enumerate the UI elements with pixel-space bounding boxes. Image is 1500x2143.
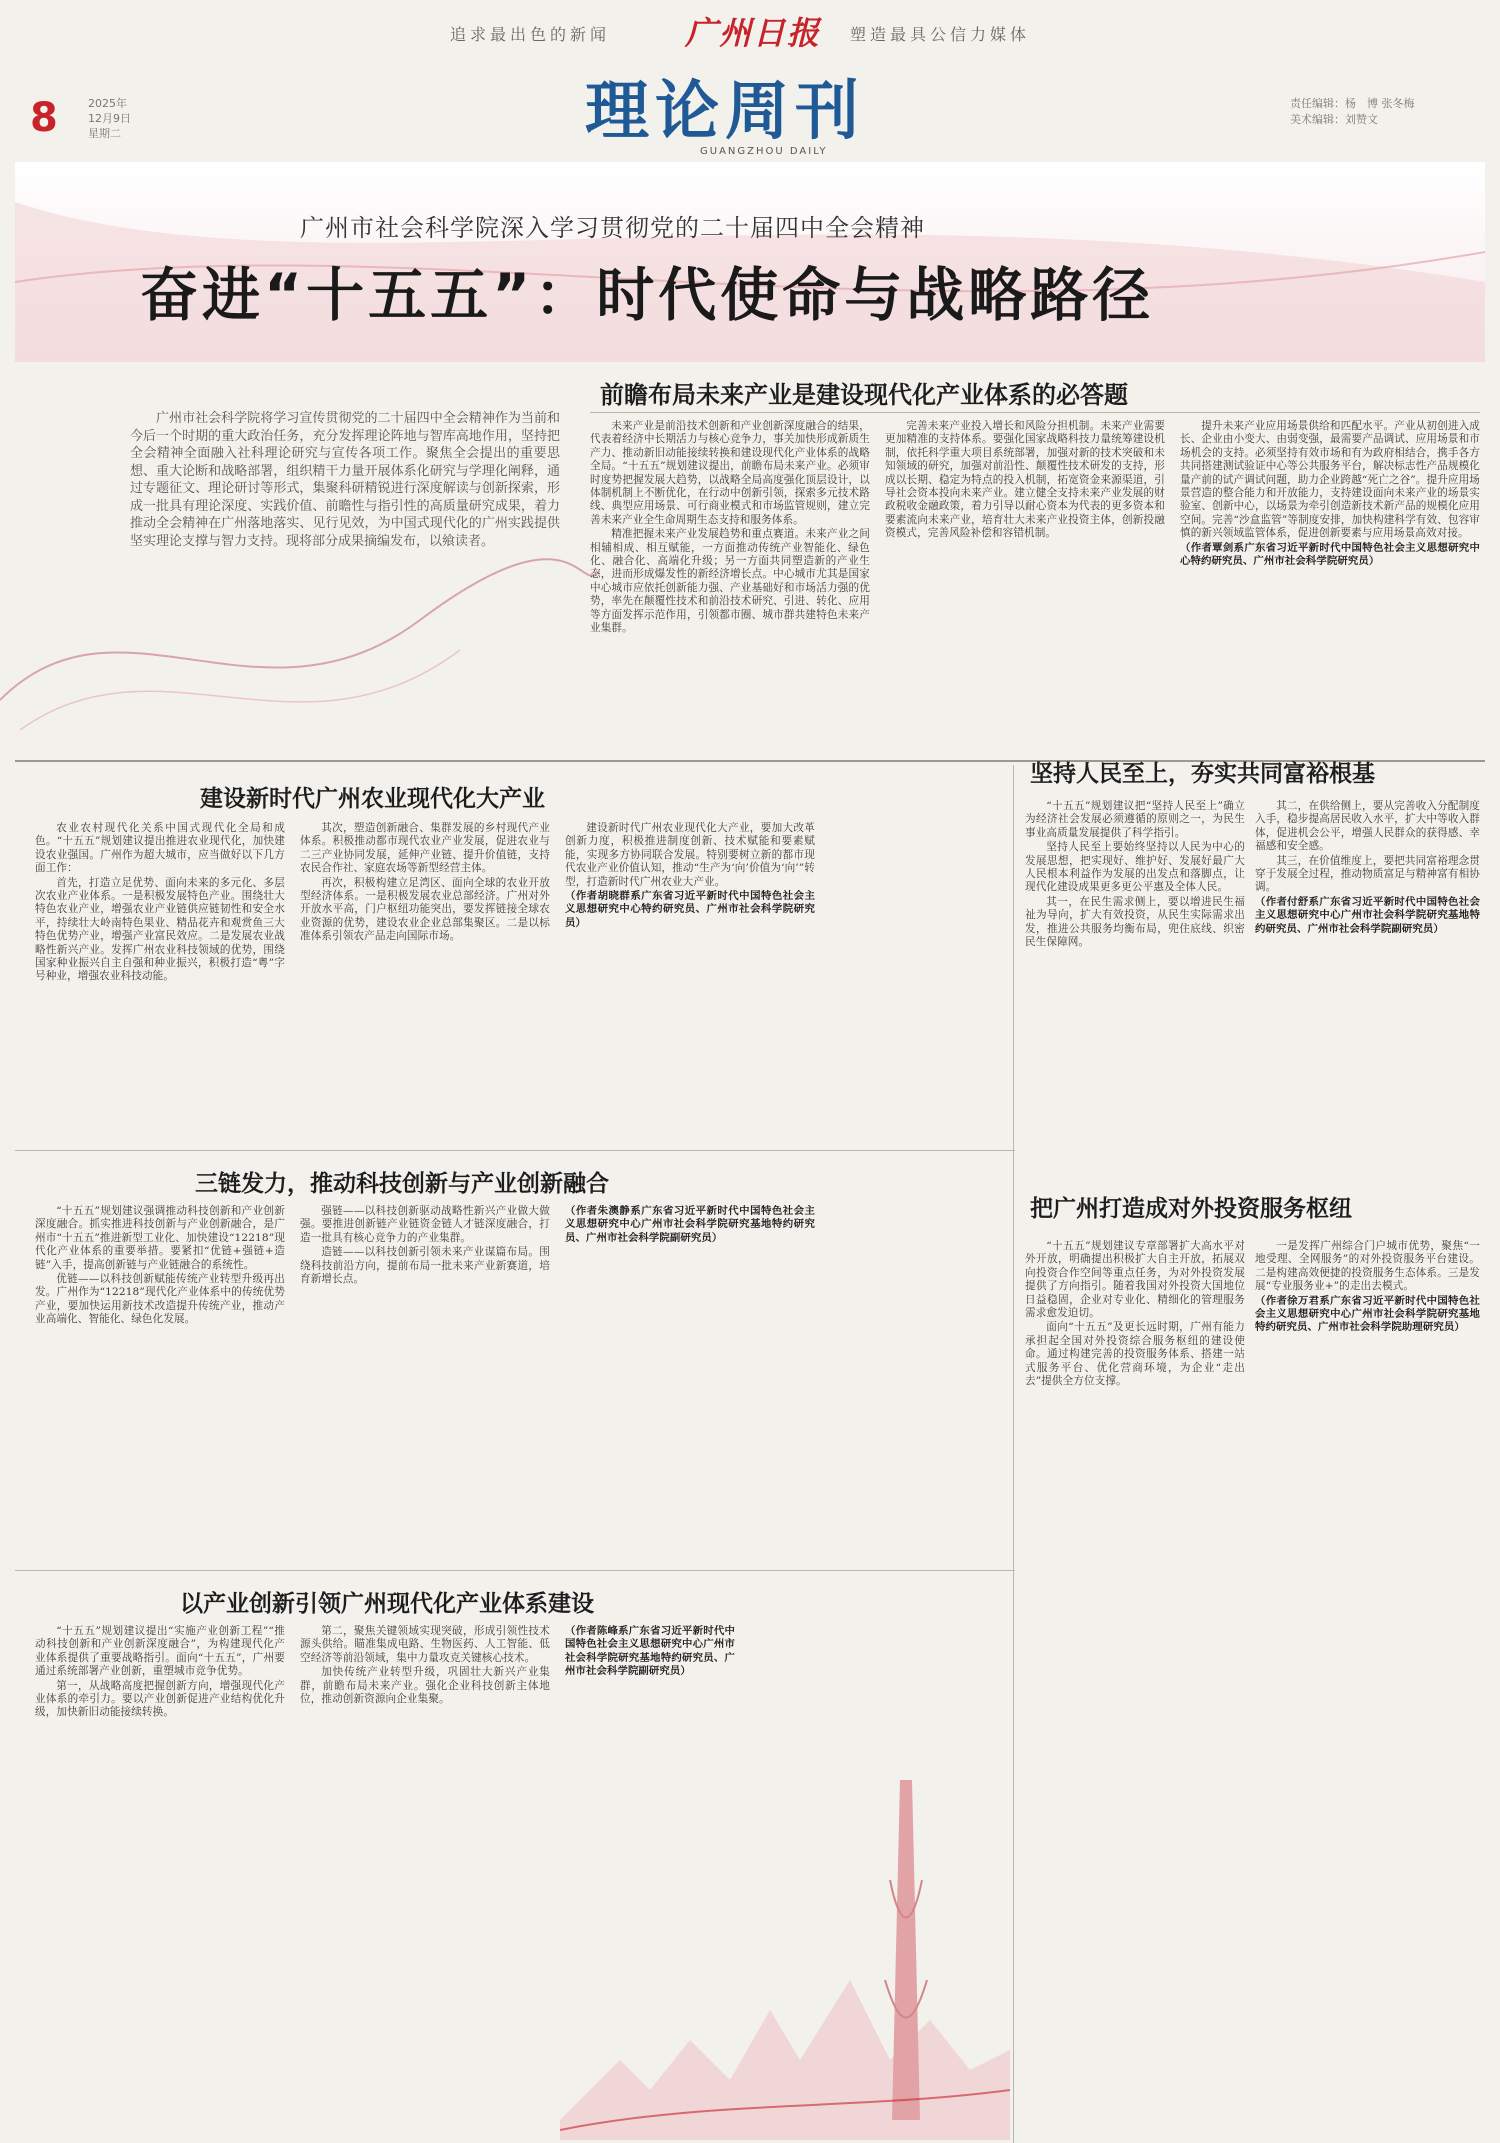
author-note: （作者付舒系广东省习近平新时代中国特色社会主义思想研究中心广州市社会科学院研究基地特约研究员、广州市社会科学院副研究员） <box>1255 895 1480 935</box>
article-title: 以产业创新引领广州现代化产业体系建设 <box>180 1591 594 1617</box>
paragraph: 完善未来产业投入增长和风险分担机制。未来产业需要更加精准的支持体系。要强化国家战略科技力量统筹建设机制，依托科学重大项目系统部署，加强对新的技术突破和未知领域的研究，加强对前沿性、颠覆性技术研发的支持，形成以长期、稳定为特点的投入机制，拓宽资金来源渠道，引导社会资本投向未来产业。建立健全支持未来产业发展的财政税收金融政策，着力引导以耐心资本为代表的更多资本和要素流向未来产业，培育壮大未来产业投资主体，创新投融资模式，完善风险补偿和容错机制。 <box>885 420 1165 540</box>
article-body <box>590 420 870 750</box>
article-title: 前瞻布局未来产业是建设现代化产业体系的必答题 <box>600 381 1128 409</box>
article-body <box>35 822 285 1142</box>
page-number: 8 <box>30 95 58 141</box>
paragraph: 坚持人民至上要始终坚持以人民为中心的发展思想，把实现好、维护好、发展好最广大人民根本利益作为发展的出发点和落脚点，让现代化建设成果更多更公平惠及全体人民。 <box>1025 841 1245 894</box>
paragraph: 一是发挥广州综合门户城市优势，聚焦“一地受理、全网服务”的对外投资服务平台建设。二是构建高效便捷的投资服务生态体系。三是发展“专业服务业+”的走出去模式。 <box>1255 1240 1480 1293</box>
divider <box>15 1150 1015 1151</box>
column-divider <box>1013 765 1014 2143</box>
paragraph: 第一，从战略高度把握创新方向，增强现代化产业体系的牵引力。要以产业创新促进产业结构优化升级，加快新旧动能接续转换。 <box>35 1679 285 1719</box>
article-title: 把广州打造成对外投资服务枢纽 <box>1030 1196 1352 1222</box>
article-body <box>1025 1240 1245 2120</box>
paragraph: 强链——以科技创新驱动战略性新兴产业做大做强。要推进创新链产业链资金链人才链深度融合，打造一批具有核心竞争力的产业集群。 <box>300 1205 550 1244</box>
paragraph: 加快传统产业转型升级，巩固壮大新兴产业集群，前瞻布局未来产业。强化企业科技创新主体地位，推动创新资源向企业集聚。 <box>300 1666 550 1706</box>
weekday: 星期二 <box>88 127 121 140</box>
article-body <box>565 1205 815 1565</box>
article-body <box>565 822 815 1142</box>
paragraph: 建设新时代广州农业现代化大产业，要加大改革创新力度，积极推进制度创新、技术赋能和要素赋能，实现多方协同联合发展。特别要树立新的都市现代农业产业价值认知，推动“生产为‘向’价值为‘向’”转型，打造新时代广州农业大产业。 <box>565 822 815 888</box>
paragraph: 第二，聚焦关键领域实现突破，形成引领性技术源头供给。瞄准集成电路、生物医药、人工智能、低空经济等前沿领域，集中力量攻克关键核心技术。 <box>300 1625 550 1664</box>
section-title: 理论周刊 <box>585 74 865 149</box>
author-note: （作者徐万君系广东省习近平新时代中国特色社会主义思想研究中心广州市社会科学院研究基地特约研究员、广州市社会科学院助理研究员） <box>1255 1294 1480 1334</box>
paragraph: 其三，在价值维度上，要把共同富裕理念贯穿于发展全过程，推动物质富足与精神富有相协调。 <box>1255 854 1480 894</box>
article-body <box>300 1205 550 1565</box>
canton-tower-illustration <box>560 1760 1010 2140</box>
article-body <box>885 420 1165 750</box>
article-body <box>300 1625 550 2125</box>
author-note: （作者朱澳静系广东省习近平新时代中国特色社会主义思想研究中心广州市社会科学院研究基地特约研究员、广州市社会科学院副研究员） <box>565 1205 815 1244</box>
paragraph: 面向“十五五”及更长远时期，广州有能力承担起全国对外投资综合服务枢纽的建设使命。通过构建完善的投资服务体系、搭建一站式服务平台、优化营商环境，为企业“走出去”提供全方位支撑。 <box>1025 1321 1245 1388</box>
paragraph: “十五五”规划建议把“坚持人民至上”确立为经济社会发展必须遵循的原则之一，为民生事业高质量发展提供了科学指引。 <box>1025 800 1245 839</box>
paragraph: “十五五”规划建议专章部署扩大高水平对外开放，明确提出积极扩大自主开放，拓展双向投资合作空间等重点任务，为对外投资发展提供了方向指引。随着我国对外投资大国地位日益稳固，企业对专业化、精细化的管理服务需求愈发迫切。 <box>1025 1240 1245 1320</box>
art-editor-line: 美术编辑：刘赞文 <box>1290 113 1378 126</box>
article-body <box>35 1205 285 1565</box>
date-block <box>88 96 131 141</box>
paragraph: 未来产业是前沿技术创新和产业创新深度融合的结果，代表着经济中长期活力与核心竞争力，事关加快形成新质生产力、推动新旧动能接续转换和建设现代化产业体系的战略全局。“十五五”规划建议提出，前瞻布局未来产业。必须审时度势把握发展大趋势，以战略全局高度强化顶层设计，以体制机制上不断优化，在行动中创新引领，探索多元技术路线、典型应用场景、可行商业模式和市场监管规则，建立完善未来产业全生命周期生态支持和服务体系。 <box>590 420 870 526</box>
article-title: 建设新时代广州农业现代化大产业 <box>200 786 545 812</box>
paragraph: 精准把握未来产业发展趋势和重点赛道。未来产业之间相辅相成、相互赋能，一方面推动传统产业智能化、绿色化、融合化、高端化升级；另一方面共同塑造新的产业生态，进而形成爆发性的新经济增长点。中心城市尤其是国家中心城市应依托创新能力强、产业基础好和市场活力强的优势，率先在颠覆性技术和前沿技术研究、引进、转化、应用等方面发挥示范作用，引领都市圈、城市群共建特色未来产业集群。 <box>590 528 870 635</box>
date-year: 2025年 <box>88 97 127 110</box>
author-note: （作者胡晓群系广东省习近平新时代中国特色社会主义思想研究中心特约研究员、广州市社会科学院研究员） <box>565 890 815 929</box>
article-body <box>300 822 550 1142</box>
article-title: 三链发力，推动科技创新与产业创新融合 <box>195 1171 609 1197</box>
article-body <box>1255 1240 1480 2120</box>
article-body <box>1180 420 1480 750</box>
paragraph: “十五五”规划建议强调推动科技创新和产业创新深度融合。抓实推进科技创新与产业创新融合，是广州市“十五五”推进新型工业化、加快建设“12218”现代化产业体系的重要举措。要紧扣“优链+强链+造链”入手，提高创新链与产业链融合的系统性。 <box>35 1205 285 1271</box>
author-note: （作者陈峰系广东省习近平新时代中国特色社会主义思想研究中心广州市社会科学院研究基地特约研究员、广州市社会科学院副研究员） <box>565 1625 735 1678</box>
decorative-flourish <box>0 540 600 740</box>
slogan-right: 塑造最具公信力媒体 <box>850 25 1031 44</box>
author-note: （作者覃剑系广东省习近平新时代中国特色社会主义思想研究中心特约研究员、广州市社会科学院研究员） <box>1180 541 1480 568</box>
article-body <box>1025 800 1245 1180</box>
newspaper-logo: 广州日报 <box>685 14 822 52</box>
masthead <box>0 0 1500 160</box>
lead-headline: 奋进“十五五”：时代使命与战略路径 <box>140 261 1155 329</box>
intro-text: 广州市社会科学院将学习宣传贯彻党的二十届四中全会精神作为当前和今后一个时期的重大政治任务，充分发挥理论阵地与智库高地作用，坚持把全会精神全面融入社科理论研究与宣传各项工作。聚焦全会提出的重要思想、重大论断和战略部署，组织精干力量开展体系化研究与学理化阐释，通过专题征文、理论研讨等形式，集聚科研精锐进行深度解读与创新探索，形成一批具有理论深度、实践价值、前瞻性与指引性的高质量研究成果，着力推动全会精神在广州落地落实、见行见效，为中国式现代化的广州实践提供坚实理论支撑与智力支持。现将部分成果摘编发布，以飨读者。 <box>130 411 560 549</box>
paragraph: 农业农村现代化关系中国式现代化全局和成色。“十五五”规划建议提出推进农业现代化，加快建设农业强国。广州作为超大城市，应当做好以下几方面工作： <box>35 822 285 875</box>
date-day: 12月9日 <box>88 112 131 125</box>
lead-kicker: 广州市社会科学院深入学习贯彻党的二十届四中全会精神 <box>300 214 925 242</box>
editor-line: 责任编辑：杨 博 张冬梅 <box>1290 97 1415 110</box>
slogan-left: 追求最出色的新闻 <box>450 25 611 44</box>
article-title: 坚持人民至上，夯实共同富裕根基 <box>1030 761 1375 787</box>
paragraph: 再次，积极构建立足湾区、面向全球的农业开放型经济体系。一是积极发展农业总部经济。广州对外开放水平高，门户枢纽功能突出，要发挥链接全球农业资源的优势，建设农业企业总部集聚区。二是以标准体系引领农产品走向国际市场。 <box>300 876 550 943</box>
paragraph: 其二，在供给侧上，要从完善收入分配制度入手，稳步提高居民收入水平，扩大中等收入群体，促进机会公平，增强人民群众的获得感、幸福感和安全感。 <box>1255 800 1480 853</box>
paragraph: 其次，塑造创新融合、集群发展的乡村现代产业体系。积极推动都市现代农业产业发展，促进农业与二三产业协同发展，延伸产业链、提升价值链，支持农民合作社、家庭农场等新型经营主体。 <box>300 822 550 875</box>
article-body <box>35 1625 285 2125</box>
editor-credits <box>1290 96 1415 128</box>
paragraph: 造链——以科技创新引领未来产业谋篇布局。围绕科技前沿方向，提前布局一批未来产业新赛道，培育新增长点。 <box>300 1246 550 1286</box>
section-subtitle: GUANGZHOU DAILY <box>700 146 828 157</box>
paragraph: 首先，打造立足优势、面向未来的多元化、多层次农业产业体系。一是积极发展特色产业。围绕壮大特色农业产业，增强农业产业链供应链韧性和安全水平，持续壮大岭南特色果业、精品花卉和观赏鱼三大特色优势产业，增强产业富民效应。二是发展农业战略性新兴产业。发挥广州农业科技领域的优势，围绕国家种业振兴自主自强和种业振兴，积极打造“粤”字号种业，增强农业科技动能。 <box>35 876 285 983</box>
paragraph: 其一，在民生需求侧上，要以增进民生福祉为导向，扩大有效投资，从民生实际需求出发，推进公共服务均衡布局，兜住底线、织密民生保障网。 <box>1025 895 1245 949</box>
paragraph: 提升未来产业应用场景供给和匹配水平。产业从初创进入成长、企业由小变大、由弱变强，最需要产品调试、应用场景和市场机会的支持。必须坚持有效市场和有为政府相结合，携手各方共同搭建测试验证中心等公共服务平台，解决标志性产品规模化量产前的试产调试问题，助力企业跨越“死亡之谷”。提升应用场景营造的整合能力和开放能力，支持建设面向未来产业的场景实验室、创新中心，以场景为牵引创造新技术新产品的规模化应用空间。完善“沙盒监管”等制度安排，加快构建科学有效、包容审慎的新兴领域监管体系，促进创新要素与应用场景高效对接。 <box>1180 420 1480 540</box>
paragraph: “十五五”规划建议提出“实施产业创新工程”“推动科技创新和产业创新深度融合”，为构建现代化产业体系提供了重要战略指引。面向“十五五”，广州要通过系统部署产业创新，重塑城市竞争优势。 <box>35 1625 285 1678</box>
article-body <box>1255 800 1480 1180</box>
paragraph: 优链——以科技创新赋能传统产业转型升级再出发。广州作为“12218”现代化产业体系中的传统优势产业，要加快运用新技术改造提升传统产业，推动产业高端化、智能化、绿色化发展。 <box>35 1273 285 1326</box>
divider <box>15 1570 1015 1571</box>
divider <box>590 412 1480 413</box>
